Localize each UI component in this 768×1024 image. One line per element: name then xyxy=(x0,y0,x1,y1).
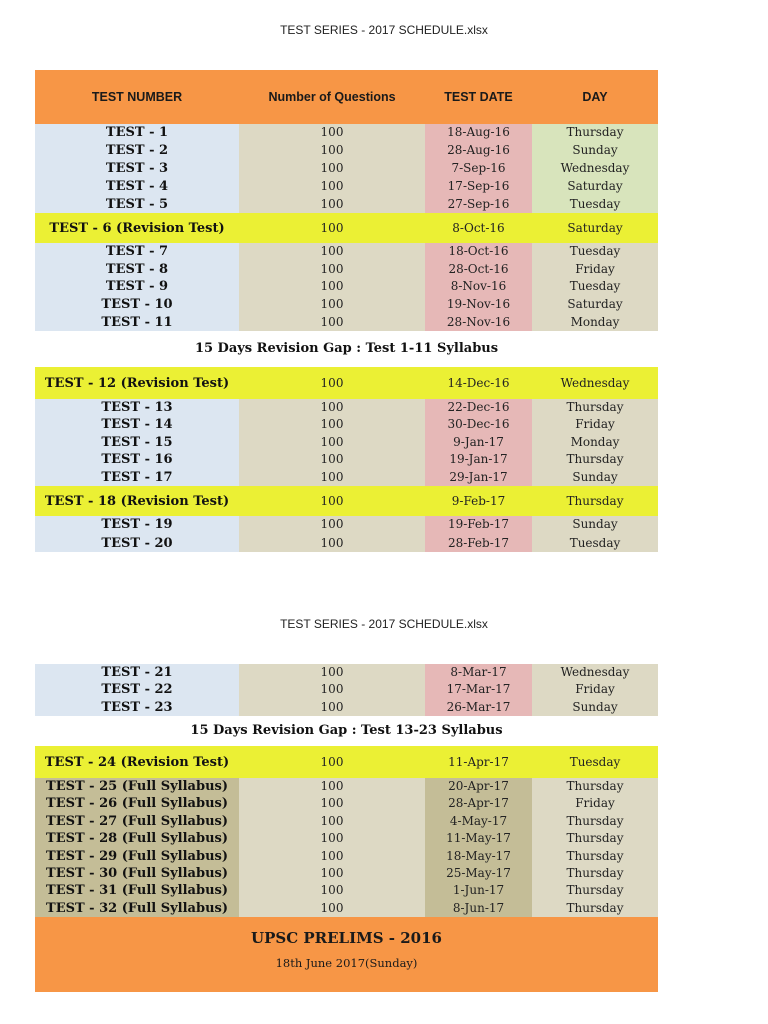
test-date-column xyxy=(425,516,532,552)
test-date: 20-Apr-17 xyxy=(448,779,509,793)
test-name: TEST - 2 xyxy=(105,142,169,158)
test-name-column xyxy=(35,664,239,716)
test-day: Saturday xyxy=(567,178,623,193)
question-count: 100 xyxy=(320,682,344,697)
test-day: Sunday xyxy=(572,469,618,484)
question-count: 100 xyxy=(320,196,344,211)
exam-title: UPSC PRELIMS - 2016 xyxy=(251,929,442,947)
test-day: Thursday xyxy=(566,883,624,898)
test-day: Thursday xyxy=(566,125,624,139)
test-date-column xyxy=(425,124,532,213)
test-day: Friday xyxy=(575,682,615,697)
question-count: 100 xyxy=(320,261,344,276)
test-name-column xyxy=(35,778,239,917)
test-day-column xyxy=(532,124,658,213)
revision-gap-note-2: 15 Days Revision Gap : Test 13-23 Syllabus xyxy=(35,716,658,746)
test-day: Thursday xyxy=(566,831,624,846)
question-count: 100 xyxy=(320,296,344,311)
test-name-column xyxy=(35,124,239,213)
group-tests-7-11 xyxy=(35,243,658,331)
test-name: TEST - 18 (Revision Test) xyxy=(44,493,230,509)
test-name: TEST - 13 xyxy=(101,400,173,415)
test-date: 28-Apr-17 xyxy=(448,796,509,811)
question-count: 100 xyxy=(320,221,344,235)
test-day: Thursday xyxy=(566,865,624,880)
test-name: TEST - 5 xyxy=(105,196,169,212)
header-day: DAY xyxy=(582,90,608,104)
test-day: Thursday xyxy=(566,813,624,828)
question-count: 100 xyxy=(320,417,344,432)
test-date: 14-Dec-16 xyxy=(447,376,510,390)
question-count: 100 xyxy=(320,883,344,898)
test-day: Friday xyxy=(575,417,615,432)
test-name: TEST - 29 (Full Syllabus) xyxy=(46,848,228,864)
test-day: Friday xyxy=(575,261,615,276)
test-name: TEST - 31 (Full Syllabus) xyxy=(46,883,228,899)
question-count-column xyxy=(239,664,425,716)
test-day: Monday xyxy=(570,314,620,329)
test-day: Thursday xyxy=(566,779,624,793)
test-day: Monday xyxy=(570,434,620,449)
test-date: 9-Feb-17 xyxy=(451,494,506,508)
group-tests-19-20 xyxy=(35,516,658,552)
question-count: 100 xyxy=(320,400,344,414)
test-date: 8-Mar-17 xyxy=(450,665,507,679)
test-name: TEST - 26 (Full Syllabus) xyxy=(46,796,228,812)
test-day: Thursday xyxy=(566,848,624,863)
test-date: 8-Nov-16 xyxy=(450,279,507,294)
question-count: 100 xyxy=(320,125,344,139)
test-day: Sunday xyxy=(572,699,618,714)
test-name: TEST - 1 xyxy=(105,125,169,140)
question-count: 100 xyxy=(320,517,344,531)
question-count-column xyxy=(239,516,425,552)
test-name: TEST - 17 xyxy=(101,469,173,485)
test-date: 8-Jun-17 xyxy=(452,900,505,915)
test-day: Thursday xyxy=(566,400,624,414)
test-date: 19-Nov-16 xyxy=(446,296,511,311)
test-date: 18-Oct-16 xyxy=(448,244,509,258)
question-count: 100 xyxy=(320,376,344,390)
schedule-table-2 xyxy=(35,664,658,992)
test-day: Tuesday xyxy=(569,279,621,294)
question-count: 100 xyxy=(320,755,344,769)
test-name: TEST - 22 xyxy=(101,682,173,698)
test-date: 30-Dec-16 xyxy=(447,417,510,432)
header-test-date: TEST DATE xyxy=(444,90,513,104)
test-name: TEST - 11 xyxy=(101,314,173,330)
test-day: Sunday xyxy=(572,142,618,157)
test-date: 11-Apr-17 xyxy=(448,755,509,769)
test-day: Wednesday xyxy=(560,665,630,679)
group-tests-21-23 xyxy=(35,664,658,716)
header-test-number: TEST NUMBER xyxy=(91,90,183,104)
question-count: 100 xyxy=(320,848,344,863)
test-name: TEST - 7 xyxy=(105,244,169,259)
revision-row xyxy=(35,367,658,399)
revision-row xyxy=(35,746,658,778)
table-header xyxy=(35,70,658,124)
question-count-column xyxy=(239,778,425,917)
test-day: Thursday xyxy=(566,900,624,915)
question-count: 100 xyxy=(320,244,344,258)
test-day: Tuesday xyxy=(569,535,621,550)
test-day: Tuesday xyxy=(569,196,621,211)
test-day-column xyxy=(532,664,658,716)
test-date: 11-May-17 xyxy=(446,831,511,846)
question-count: 100 xyxy=(320,779,344,793)
question-count: 100 xyxy=(320,831,344,846)
test-date: 9-Jan-17 xyxy=(453,434,504,449)
test-name: TEST - 8 xyxy=(105,261,169,277)
question-count-column xyxy=(239,243,425,331)
test-name-column xyxy=(35,243,239,331)
test-name: TEST - 4 xyxy=(105,178,169,194)
test-name: TEST - 16 xyxy=(101,452,173,468)
test-date: 18-Aug-16 xyxy=(447,125,510,139)
test-name: TEST - 6 (Revision Test) xyxy=(49,220,225,236)
group-tests-1-5 xyxy=(35,124,658,213)
question-count: 100 xyxy=(320,178,344,193)
test-date: 28-Aug-16 xyxy=(447,142,510,157)
test-day: Tuesday xyxy=(569,244,621,258)
test-name-column xyxy=(35,516,239,552)
test-name: TEST - 24 (Revision Test) xyxy=(44,754,230,770)
question-count: 100 xyxy=(320,813,344,828)
group-tests-25-32 xyxy=(35,778,658,917)
test-date: 17-Mar-17 xyxy=(446,682,511,697)
test-date: 28-Nov-16 xyxy=(446,314,511,329)
question-count-column xyxy=(239,399,425,486)
question-count: 100 xyxy=(320,699,344,714)
revision-row xyxy=(35,486,658,516)
question-count: 100 xyxy=(320,434,344,449)
question-count: 100 xyxy=(320,160,344,175)
test-day-column xyxy=(532,399,658,486)
test-date: 26-Mar-17 xyxy=(446,699,511,714)
test-name: TEST - 14 xyxy=(101,417,173,433)
test-name: TEST - 9 xyxy=(105,279,169,295)
question-count: 100 xyxy=(320,494,344,508)
question-count: 100 xyxy=(320,452,344,467)
question-count: 100 xyxy=(320,796,344,811)
test-date: 25-May-17 xyxy=(446,865,511,880)
question-count: 100 xyxy=(320,665,344,679)
question-count: 100 xyxy=(320,535,344,550)
test-date: 7-Sep-16 xyxy=(451,160,506,175)
test-date-column xyxy=(425,664,532,716)
test-day-column xyxy=(532,778,658,917)
test-name: TEST - 19 xyxy=(101,517,173,532)
test-date-column xyxy=(425,399,532,486)
test-name: TEST - 12 (Revision Test) xyxy=(44,375,230,391)
test-date: 19-Feb-17 xyxy=(447,517,510,531)
question-count: 100 xyxy=(320,469,344,484)
test-date: 17-Sep-16 xyxy=(447,178,510,193)
test-day: Thursday xyxy=(566,452,624,467)
test-day: Saturday xyxy=(567,221,623,235)
schedule-table-1 xyxy=(35,70,658,552)
test-day: Tuesday xyxy=(569,755,621,769)
test-name-column xyxy=(35,399,239,486)
test-name: TEST - 23 xyxy=(101,699,173,715)
test-name: TEST - 15 xyxy=(101,434,173,450)
test-day: Sunday xyxy=(572,517,618,531)
test-date: 18-May-17 xyxy=(446,848,511,863)
question-count-column xyxy=(239,124,425,213)
test-date: 1-Jun-17 xyxy=(452,883,505,898)
test-day-column xyxy=(532,516,658,552)
question-count: 100 xyxy=(320,865,344,880)
test-day: Wednesday xyxy=(560,160,630,175)
test-name: TEST - 27 (Full Syllabus) xyxy=(46,813,228,829)
test-date: 28-Feb-17 xyxy=(447,535,510,550)
test-date: 19-Jan-17 xyxy=(449,452,508,467)
revision-gap-note: 15 Days Revision Gap : Test 1-11 Syllabus xyxy=(35,331,658,367)
question-count: 100 xyxy=(320,279,344,294)
question-count: 100 xyxy=(320,142,344,157)
question-count: 100 xyxy=(320,314,344,329)
test-name: TEST - 28 (Full Syllabus) xyxy=(46,831,228,847)
test-date-column xyxy=(425,778,532,917)
test-date: 27-Sep-16 xyxy=(447,196,510,211)
test-date: 22-Dec-16 xyxy=(447,400,510,414)
page-title-2: TEST SERIES - 2017 SCHEDULE.xlsx xyxy=(280,617,488,631)
test-name: TEST - 3 xyxy=(105,160,169,176)
test-name: TEST - 25 (Full Syllabus) xyxy=(46,779,228,794)
test-day: Thursday xyxy=(566,494,624,508)
test-name: TEST - 20 xyxy=(101,535,173,551)
test-name: TEST - 30 (Full Syllabus) xyxy=(46,865,228,881)
test-date: 29-Jan-17 xyxy=(449,469,508,484)
test-name: TEST - 21 xyxy=(101,665,173,680)
test-date: 4-May-17 xyxy=(449,813,508,828)
test-day: Saturday xyxy=(567,296,623,311)
test-name: TEST - 10 xyxy=(101,296,173,312)
test-date: 8-Oct-16 xyxy=(452,221,505,235)
header-questions: Number of Questions xyxy=(268,90,396,104)
page-title: TEST SERIES - 2017 SCHEDULE.xlsx xyxy=(280,23,488,37)
exam-footer xyxy=(35,917,658,992)
question-count: 100 xyxy=(320,900,344,915)
group-tests-13-17 xyxy=(35,399,658,486)
test-date: 28-Oct-16 xyxy=(448,261,509,276)
test-name: TEST - 32 (Full Syllabus) xyxy=(46,900,228,916)
test-date-column xyxy=(425,243,532,331)
test-day: Wednesday xyxy=(560,376,630,390)
exam-date: 18th June 2017(Sunday) xyxy=(275,956,418,970)
test-day-column xyxy=(532,243,658,331)
revision-row xyxy=(35,213,658,243)
test-day: Friday xyxy=(575,796,615,811)
